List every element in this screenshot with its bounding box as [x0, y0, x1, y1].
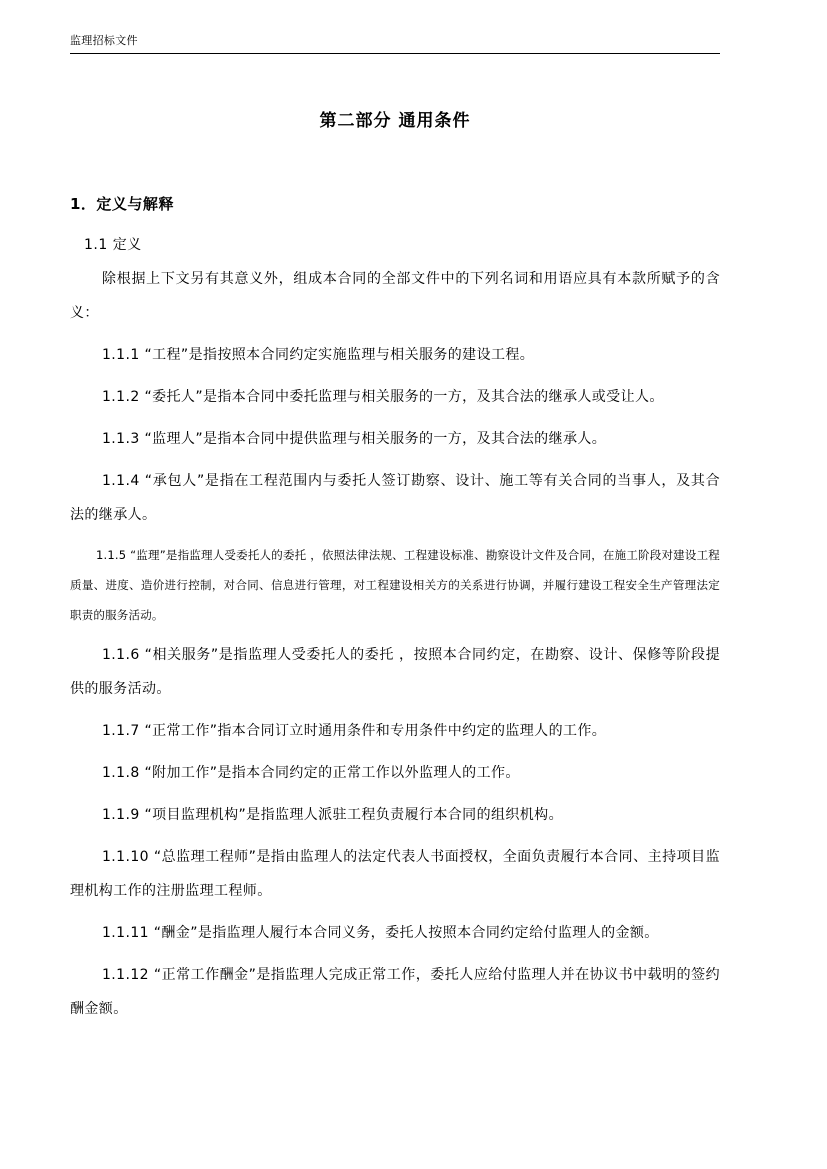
page-header — [70, 32, 720, 54]
paragraph-intro: 除根据上下文另有其意义外，组成本合同的全部文件中的下列名词和用语应具有本款所赋予的含义： — [70, 271, 720, 321]
page-title: 第二部分 通用条件 — [319, 111, 471, 131]
paragraph-1-1-8: 1.1.8 “附加工作”是指本合同约定的正常工作以外监理人的工作。 — [102, 765, 520, 781]
paragraph-1-1-3: 1.1.3 “监理人”是指本合同中提供监理与相关服务的一方，及其合法的继承人。 — [102, 431, 607, 447]
paragraph-1-1-12: 1.1.12 “正常工作酬金”是指监理人完成正常工作，委托人应给付监理人并在协议书中载明的签约酬金额。 — [70, 967, 720, 1017]
section-heading: 1．定义与解释 — [70, 195, 174, 213]
paragraph-1-1-4: 1.1.4 “承包人”是指在工程范围内与委托人签订勘察、设计、施工等有关合同的当事人，及其合法的继承人。 — [70, 473, 720, 523]
paragraph-1-1-5: 1.1.5 “监理”是指监理人受委托人的委托 ，依照法律法规、工程建设标准、勘察设计文件及合同，在施工阶段对建设工程质量、进度、造价进行控制，对合同、信息进行管理，对工程建设相关方的关系进行协调，并履行建设工程安全生产管理法定职责的服务活动。 — [70, 548, 720, 622]
paragraph-1-1-7: 1.1.7 “正常工作”指本合同订立时通用条件和专用条件中约定的监理人的工作。 — [102, 723, 607, 739]
paragraph-1-1-2: 1.1.2 “委托人”是指本合同中委托监理与相关服务的一方，及其合法的继承人或受让人。 — [102, 389, 664, 405]
page-content — [70, 32, 720, 1026]
paragraph-1-1-6: 1.1.6 “相关服务”是指监理人受委托人的委托 ，按照本合同约定，在勘察、设计、保修等阶段提供的服务活动。 — [70, 647, 720, 697]
running-head: 监理招标文件 — [70, 34, 138, 47]
paragraph-1-1-11: 1.1.11 “酬金”是指监理人履行本合同义务，委托人按照本合同约定给付监理人的金额。 — [102, 925, 659, 941]
paragraph-1-1-9: 1.1.9 “项目监理机构”是指监理人派驻工程负责履行本合同的组织机构。 — [102, 807, 563, 823]
paragraph-1-1-10: 1.1.10 “总监理工程师”是指由监理人的法定代表人书面授权，全面负责履行本合同、主持项目监理机构工作的注册监理工程师。 — [70, 849, 720, 899]
subsection-heading: 1.1 定义 — [84, 237, 142, 253]
header-divider — [70, 53, 720, 54]
paragraph-1-1-1: 1.1.1 “工程”是指按照本合同约定实施监理与相关服务的建设工程。 — [102, 347, 535, 363]
